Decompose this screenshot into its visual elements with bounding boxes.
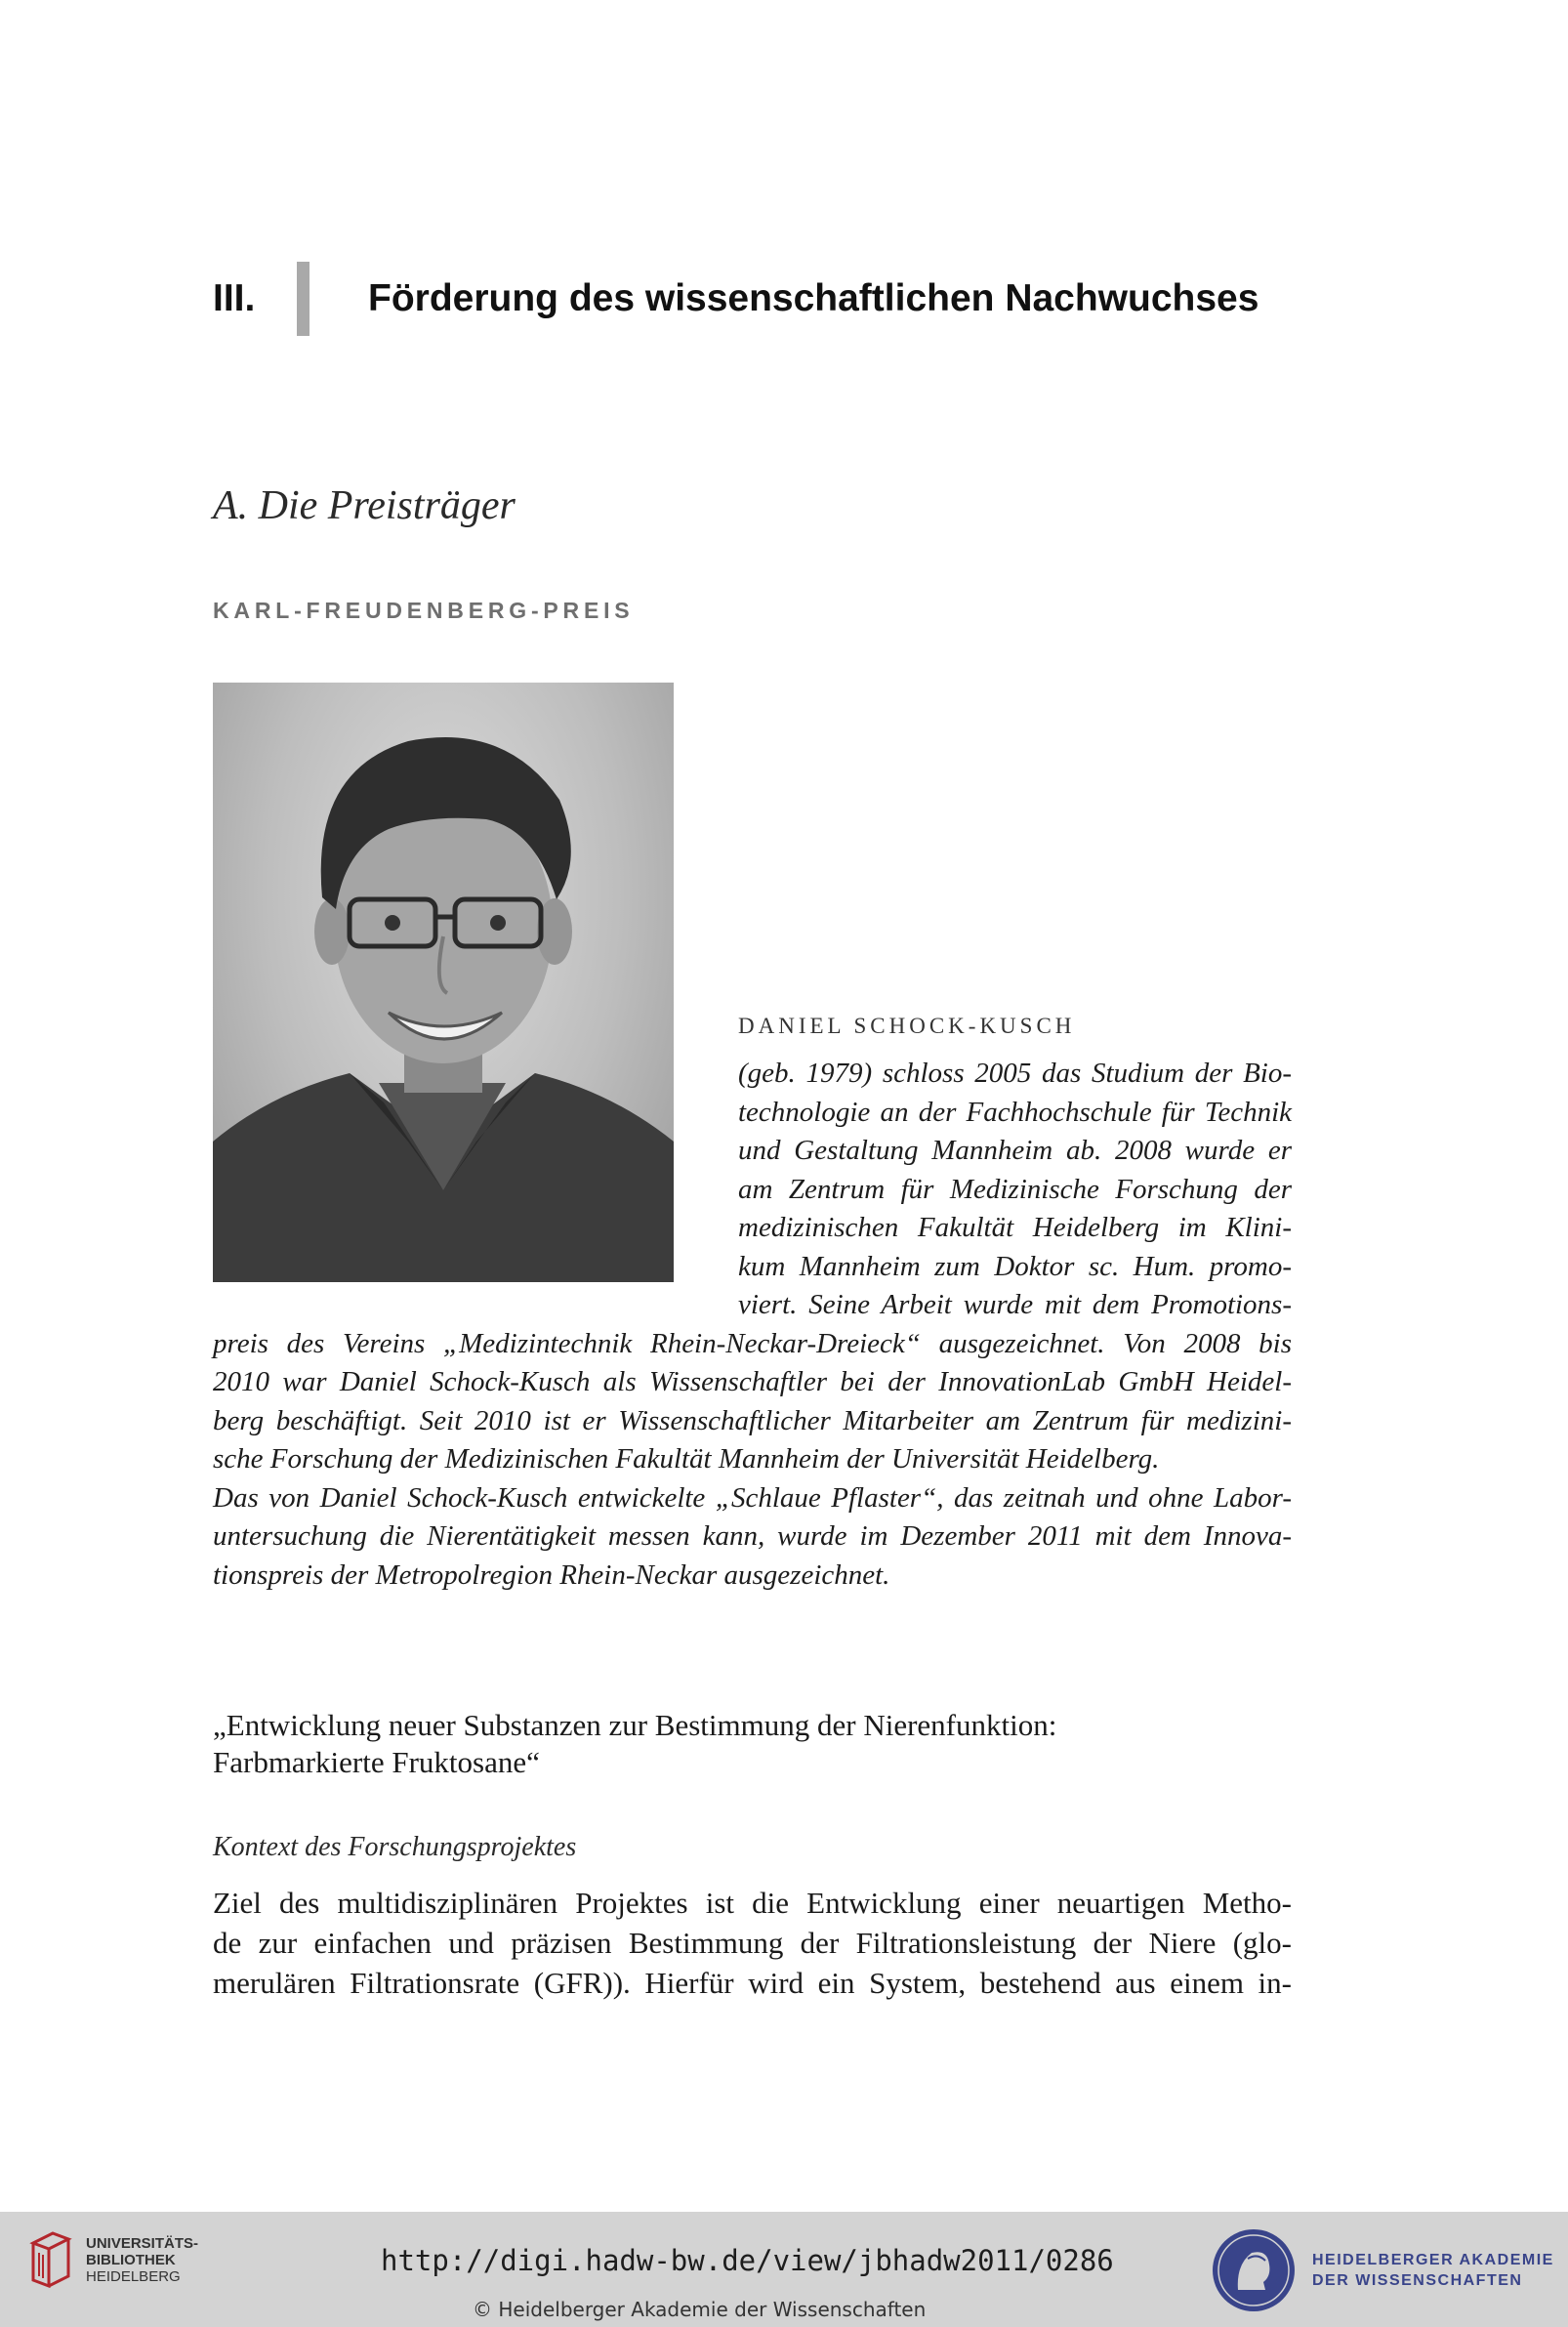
university-library-logo[interactable] <box>29 2231 198 2288</box>
laureate-biography <box>213 1055 1292 1595</box>
bio-line: (geb. 1979) schloss 2005 das Studium der Bio- <box>738 1058 1292 1089</box>
permalink-url[interactable]: http://digi.hadw-bw.de/view/jbhadw2011/0286 <box>381 2244 1114 2277</box>
chapter-number: III. <box>213 277 256 319</box>
bio-line: preis des Vereins „Medizintechnik Rhein-Neckar-Dreieck“ ausgezeichnet. Von 2008 bis <box>213 1327 1292 1359</box>
chapter-divider-bar <box>297 262 309 336</box>
prize-name: KARL-FREUDENBERG-PREIS <box>213 598 635 623</box>
body-line: merulären Filtrationsrate (GFR)). Hierfür wird ein System, bestehend aus einem in- <box>213 1966 1292 2000</box>
library-logo-text: UNIVERSITÄTS- <box>86 2234 199 2252</box>
bio-line: untersuchung die Nierentätigkeit messen kann, wurde im Dezember 2011 mit dem Innova- <box>213 1520 1292 1552</box>
bio-line: tionspreis der Metropolregion Rhein-Neckar ausgezeichnet. <box>213 1558 890 1591</box>
laureate-name: DANIEL SCHOCK-KUSCH <box>738 1014 1076 1038</box>
bio-line: am Zentrum für Medizinische Forschung der <box>738 1173 1292 1205</box>
context-heading: Kontext des Forschungsprojektes <box>213 1832 577 1862</box>
bio-line: berg beschäftigt. Seit 2010 ist er Wissenschaftlicher Mitarbeiter am Zentrum für medizini- <box>213 1404 1292 1436</box>
bio-line: Das von Daniel Schock-Kusch entwickelte „Schlaue Pflaster“, das zeitnah und ohne Labor- <box>213 1481 1292 1514</box>
academy-logo-text: DER WISSENSCHAFTEN <box>1312 2272 1523 2289</box>
project-title <box>213 1707 1056 1781</box>
bio-line: 2010 war Daniel Schock-Kusch als Wissenschaftler bei der InnovationLab GmbH Heidel- <box>213 1366 1292 1397</box>
library-book-icon <box>29 2231 72 2288</box>
footer-bar <box>0 2212 1568 2327</box>
academy-logo-text: HEIDELBERGER AKADEMIE <box>1312 2252 1554 2268</box>
body-line: Ziel des multidisziplinären Projektes ist die Entwicklung einer neuartigen Metho- <box>213 1886 1292 1920</box>
academy-seal-icon <box>1209 2225 1299 2315</box>
bio-line: technologie an der Fachhochschule für Technik <box>738 1096 1292 1128</box>
project-body-text <box>213 1883 1292 2003</box>
bio-line: medizinischen Fakultät Heidelberg im Klini- <box>738 1212 1292 1243</box>
chapter-heading <box>213 262 1259 336</box>
project-title-line: Farbmarkierte Fruktosane“ <box>213 1745 540 1779</box>
bio-line: viert. Seine Arbeit wurde mit dem Promotions- <box>738 1289 1292 1320</box>
body-line: de zur einfachen und präzisen Bestimmung der Filtrationsleistung der Niere (glo- <box>213 1926 1292 1960</box>
project-title-line: „Entwicklung neuer Substanzen zur Bestimmung der Nierenfunktion: <box>213 1708 1057 1742</box>
bio-line: kum Mannheim zum Doktor sc. Hum. promo- <box>738 1250 1292 1282</box>
chapter-title: Förderung des wissenschaftlichen Nachwuchses <box>368 277 1259 319</box>
copyright-notice: © Heidelberger Akademie der Wissenschaften <box>473 2298 927 2321</box>
library-logo-text: HEIDELBERG <box>86 2267 181 2285</box>
bio-line: sche Forschung der Medizinischen Fakultät Mannheim der Universität Heidelberg. <box>213 1443 1160 1475</box>
section-title: A. Die Preisträger <box>213 483 516 528</box>
library-logo-text: BIBLIOTHEK <box>86 2251 176 2268</box>
academy-logo[interactable] <box>1209 2225 1554 2315</box>
bio-line: und Gestaltung Mannheim ab. 2008 wurde er <box>738 1135 1292 1166</box>
